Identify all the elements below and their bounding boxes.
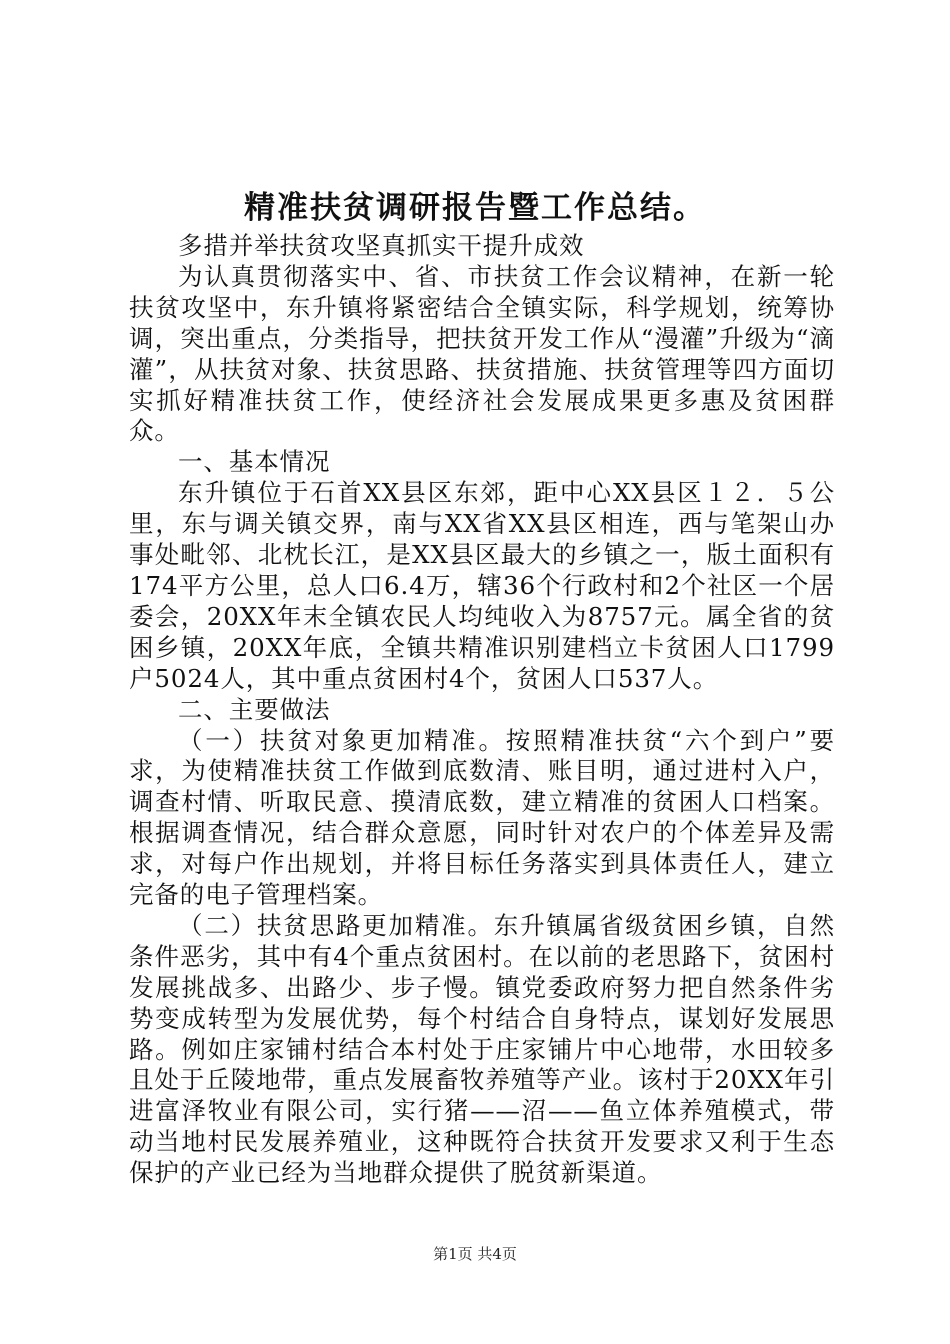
- intro-paragraph: 为认真贯彻落实中、省、市扶贫工作会议精神，在新一轮扶贫攻坚中，东升镇将紧密结合全镇实际，科学规划，统筹协调，突出重点，分类指导，把扶贫开发工作从“漫灌”升级为“滴灌”，从扶贫对象、扶贫思路、扶贫措施、扶贫管理等四方面切实抓好精准扶贫工作，使经济社会发展成果更多惠及贫困群众。: [129, 261, 835, 446]
- document-title: 精准扶贫调研报告暨工作总结。: [244, 190, 706, 226]
- practice-two-paragraph: （二）扶贫思路更加精准。东升镇属省级贫困乡镇，自然条件恶劣，其中有4个重点贫困村。在以前的老思路下，贫困村发展挑战多、出路少、步子慢。镇党委政府努力把自然条件劣势变成转型为发展优势，每个村结合自身特点，谋划好发展思路。例如庄家铺村结合本村处于庄家铺片中心地带，水田较多且处于丘陵地带，重点发展畜牧养殖等产业。该村于20XX年引进富泽牧业有限公司，实行猪——沼——鱼立体养殖模式，带动当地村民发展养殖业，这种既符合扶贫开发要求又利于生态保护的产业已经为当地群众提供了脱贫新渠道。: [129, 910, 835, 1188]
- section-heading-practices: 二、主要做法: [178, 694, 331, 724]
- subtitle-paragraph: 多措并举扶贫攻坚真抓实干提升成效: [178, 231, 585, 260]
- document-body: [129, 231, 835, 1189]
- page-number-footer: 第1页 共4页: [433, 1245, 517, 1263]
- practice-one-paragraph: （一）扶贫对象更加精准。按照精准扶贫“六个到户”要求，为使精准扶贫工作做到底数清、账目明，通过进村入户，调查村情、听取民意、摸清底数，建立精准的贫困人口档案。根据调查情况，结合群众意愿，同时针对农户的个体差异及需求，对每户作出规划，并将目标任务落实到具体责任人，建立完备的电子管理档案。: [129, 725, 835, 910]
- basic-situation-paragraph: 东升镇位于石首XX县区东郊，距中心XX县区１２．５公里，东与调关镇交界，南与XX省XX县区相连，西与笔架山办事处毗邻、北枕长江，是XX县区最大的乡镇之一，版土面积有174平方公里，总人口6.4万，辖36个行政村和2个社区一个居委会，20XX年末全镇农民人均纯收入为8757元。属全省的贫困乡镇，20XX年底，全镇共精准识别建档立卡贫困人口1799户5024人，其中重点贫困村4个，贫困人口537人。: [129, 478, 835, 693]
- section-heading-basic: 一、基本情况: [178, 447, 331, 477]
